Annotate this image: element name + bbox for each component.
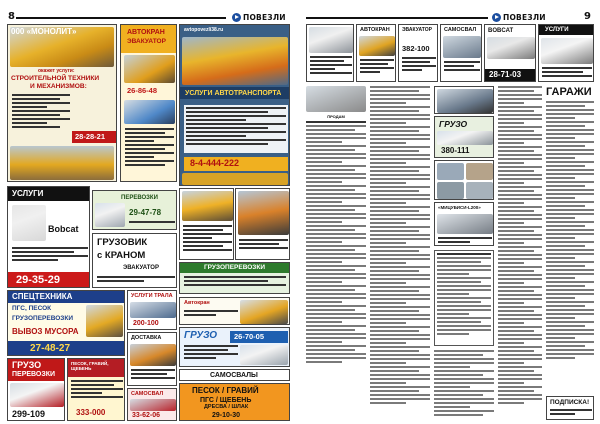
ad-uslugi-small bbox=[179, 188, 234, 260]
ad-dostavka: ДОСТАВКА bbox=[127, 332, 177, 386]
classifieds-column-4 bbox=[498, 86, 542, 420]
ad-gruzoperevozki: ГРУЗОПЕРЕВОЗКИ bbox=[179, 262, 290, 294]
ad-monolit: 000 «МОНОЛИТ» окажет услуги: СТРОИТЕЛЬНОЙ ТЕХНИКИ И МЕХАНИЗМОВ: 28-28-21 bbox=[7, 24, 117, 182]
ad-gruzoperevozki-bottom: ГРУЗО ПЕРЕВОЗКИ 299-109 bbox=[7, 358, 65, 421]
ad-spectech: СПЕЦТЕХНИКА ПГС, ПЕСОК ГРУЗОПЕРЕВОЗКИ ВЫВОЗ МУСОРА 27-48-27 bbox=[7, 290, 125, 356]
services-list bbox=[184, 105, 288, 153]
ad-pesok-gravij-left: ПЕСОК, ГРАВИЙ, ЩЕБЕНЬ 333-000 bbox=[67, 358, 125, 421]
classifieds-column-2 bbox=[370, 86, 430, 420]
header-rule-left bbox=[16, 17, 226, 19]
ad-pesok-gravij: ПЕСОК / ГРАВИЙ ПГС / ЩЕБЕНЬ ДРЕСВА / ШЛАК 29-10-30 bbox=[179, 383, 290, 421]
ad-text-box bbox=[434, 250, 494, 346]
ad-avtotransport: avtopovezli38.ru УСЛУГИ АВТОТРАНСПОРТА 8-4-444-222 bbox=[179, 24, 290, 186]
garazhi-column bbox=[546, 86, 594, 420]
ad-samosval: САМОСВАЛ 33-62-06 bbox=[127, 388, 177, 421]
ad-gruzo-right: ГРУЗО 380-111 bbox=[434, 116, 494, 158]
classifieds-column-3 bbox=[434, 350, 494, 420]
left-page bbox=[6, 10, 291, 422]
ad-autokran-right: АВТОКРАН bbox=[356, 24, 396, 82]
garazhi-heading: ГАРАЖИ bbox=[546, 86, 592, 98]
ad-uslugi-black: УСЛУГИ bbox=[538, 24, 594, 82]
monolit-service-list bbox=[12, 94, 70, 134]
ad-perevozki: ПЕРЕВОЗКИ 29-47-78 bbox=[92, 190, 177, 230]
truck-photo bbox=[124, 100, 175, 124]
ad-truck-photo bbox=[434, 86, 494, 114]
ad-uslugi-right bbox=[306, 24, 354, 82]
ad-samosval-right: САМОСВАЛ bbox=[440, 24, 482, 82]
bobcat-loader-photo bbox=[12, 205, 46, 241]
page-number-left: 8 bbox=[8, 11, 15, 22]
header-rule-right bbox=[306, 17, 488, 19]
right-page bbox=[302, 10, 596, 422]
crane-photo bbox=[124, 55, 175, 83]
page-number-right: 9 bbox=[584, 11, 591, 22]
ad-avtokran-small: Автокран bbox=[179, 297, 290, 325]
ad-mitsubishi: «МИЦУБИСИ-L200» bbox=[434, 202, 494, 246]
ad-samosvaly-strip: САМОСВАЛЫ bbox=[179, 369, 290, 381]
newspaper-logo-right: ПОВЕЗЛИ bbox=[492, 12, 546, 22]
ad-autokran: АВТОКРАН ЭВАКУАТОР 26-86-48 bbox=[120, 24, 177, 182]
trucks-photo bbox=[182, 37, 288, 85]
van-photo bbox=[95, 203, 125, 227]
arrow-circle-icon bbox=[492, 13, 501, 22]
ad-bobcat: УСЛУГИ Bobcat 29-35-29 bbox=[7, 186, 90, 288]
ad-uslugi-trala: УСЛУГИ ТРАЛА 200-100 bbox=[127, 290, 177, 330]
classifieds-column-1: ПРОДАМ bbox=[306, 86, 366, 420]
arrow-circle-icon bbox=[232, 13, 241, 22]
ad-gruzo-blue: ГРУЗО 26-70-05 bbox=[179, 327, 290, 367]
newspaper-logo-left: ПОВЕЗЛИ bbox=[232, 12, 286, 22]
ad-bobcat-right: BOBCAT 28-71-03 bbox=[484, 24, 536, 82]
ad-gruzovik: ГРУЗОВИК с КРАНОМ ЭВАКУАТОР bbox=[92, 233, 177, 288]
ad-evakuator: ЭВАКУАТОР 382-100 bbox=[398, 24, 438, 82]
ad-podpiska: ПОДПИСКА! bbox=[546, 396, 594, 420]
ad-photo-grid bbox=[434, 160, 494, 200]
ad-samosval-photo bbox=[235, 188, 290, 260]
machinery-photo bbox=[10, 146, 114, 180]
